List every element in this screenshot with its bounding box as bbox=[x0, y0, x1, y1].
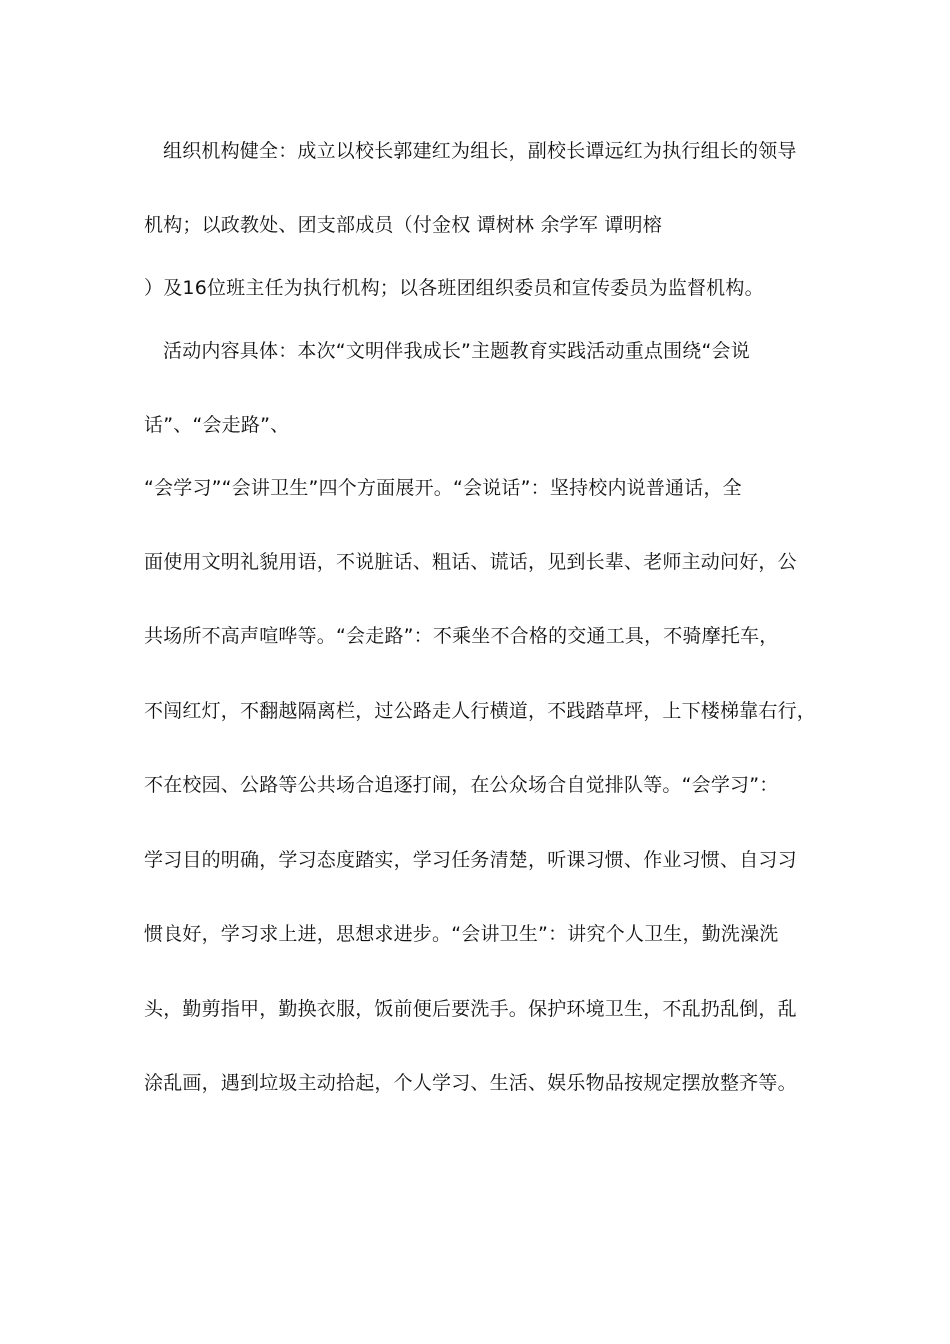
text-line-9: 不闯红灯，不翻越隔离栏，过公路走人行横道，不践踏草坪，上下楼梯靠右行， bbox=[144, 700, 817, 722]
text-line-13: 头，勤剪指甲，勤换衣服，饭前便后要洗手。保护环境卫生，不乱扔乱倒，乱 bbox=[144, 998, 797, 1020]
text-line-5: 话”、“会走路”、 bbox=[144, 414, 290, 436]
text-line-12: 惯良好，学习求上进，思想求进步。“会讲卫生”：讲究个人卫生，勤洗澡洗 bbox=[144, 923, 779, 945]
text-line-3: ）及16位班主任为执行机构；以各班团组织委员和宣传委员为监督机构。 bbox=[144, 277, 764, 299]
text-line-14: 涂乱画，遇到垃圾主动拾起，个人学习、生活、娱乐物品按规定摆放整齐等。 bbox=[144, 1072, 797, 1094]
text-line-11: 学习目的明确，学习态度踏实，学习任务清楚，听课习惯、作业习惯、自习习 bbox=[144, 849, 797, 871]
text-line-7: 面使用文明礼貌用语，不说脏话、粗话、谎话，见到长辈、老师主动问好，公 bbox=[144, 551, 797, 573]
text-line-6: “会学习”“会讲卫生”四个方面展开。“会说话”：坚持校内说普通话，全 bbox=[144, 477, 742, 499]
text-line-1: 组织机构健全：成立以校长郭建红为组长，副校长谭远红为执行组长的领导 bbox=[163, 140, 797, 162]
text-line-10: 不在校园、公路等公共场合追逐打闹，在公众场合自觉排队等。“会学习”： bbox=[144, 774, 779, 796]
text-line-8: 共场所不高声喧哗等。“会走路”：不乘坐不合格的交通工具，不骑摩托车， bbox=[144, 625, 779, 647]
text-line-4: 活动内容具体：本次“文明伴我成长”主题教育实践活动重点围绕“会说 bbox=[163, 340, 750, 362]
text-line-2: 机构；以政教处、团支部成员（付金权 谭树林 余学军 谭明榕 bbox=[144, 214, 662, 236]
